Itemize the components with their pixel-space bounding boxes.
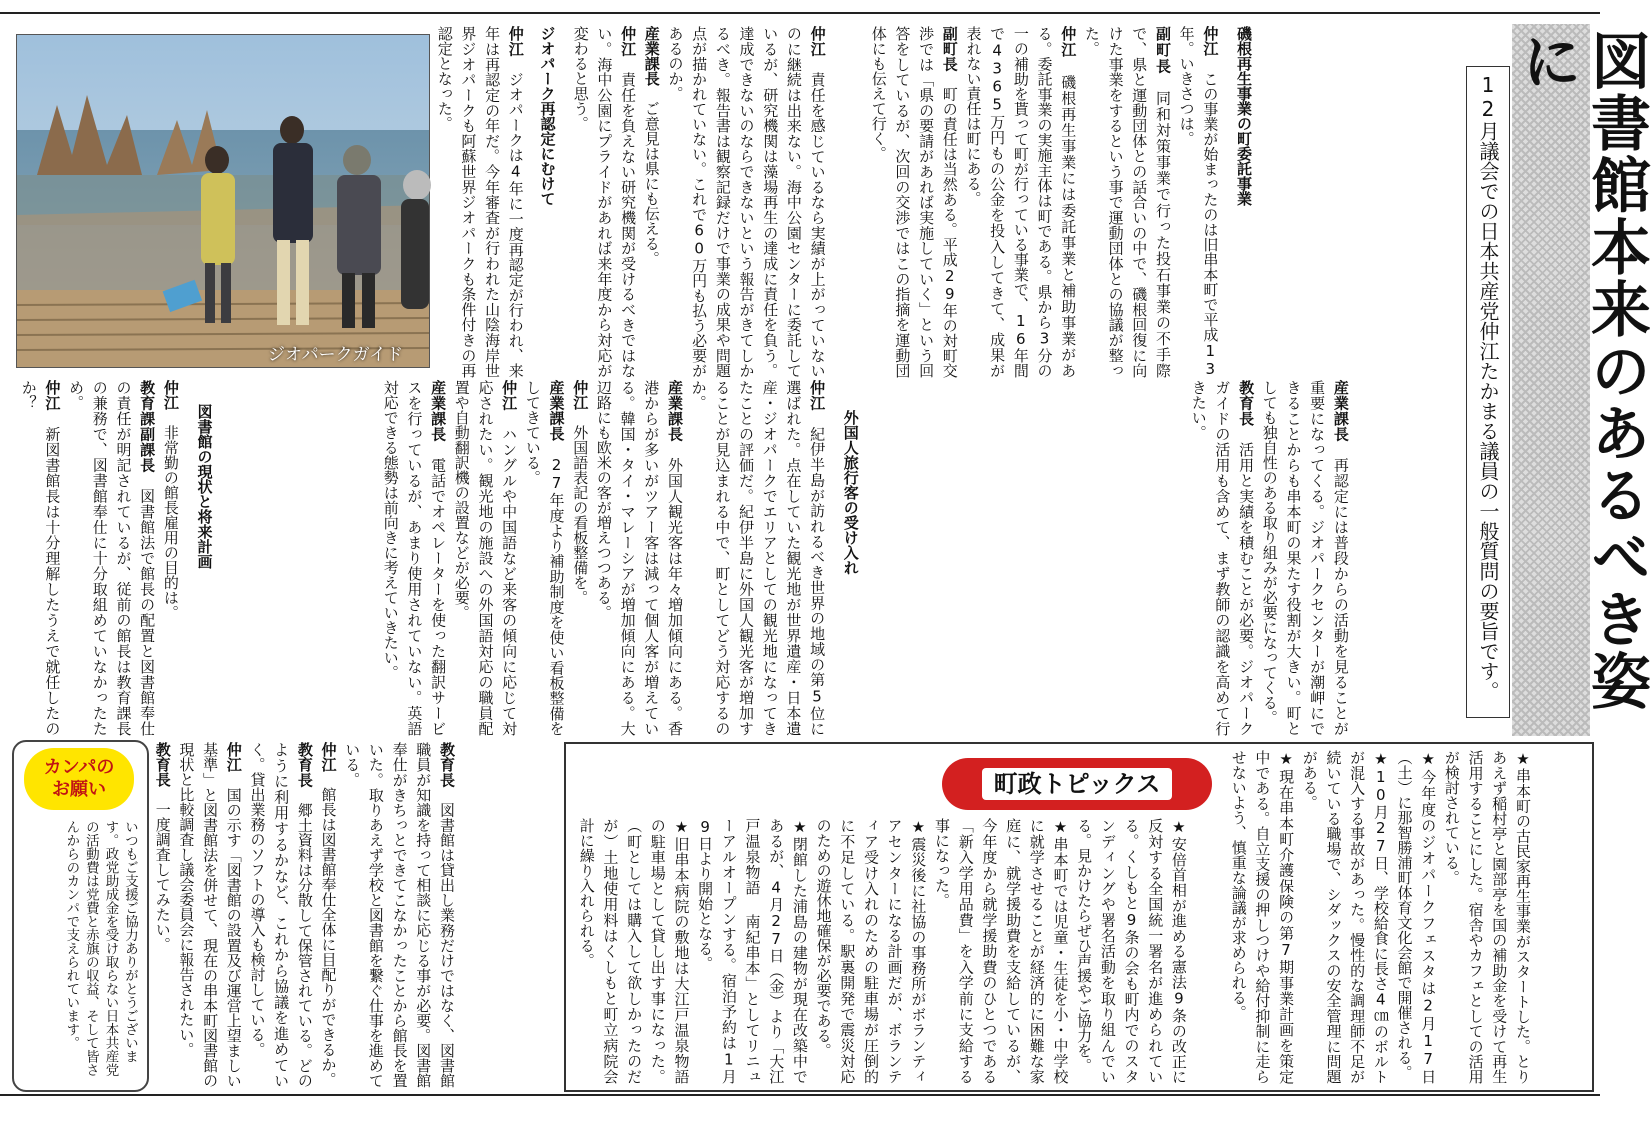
- article-isone-cont: [568, 26, 864, 378]
- geopark-photo: [16, 34, 430, 368]
- paragraph: 教育課副課長 図書館法で館長の配置と図書館奉仕の責任が明記されているが、従前の館長は教育課長の兼務で、図書館奉仕に十分取組めていなかったため。: [67, 380, 157, 736]
- article-foreign: [378, 380, 1062, 736]
- topic-item: ★串本町の古民家再生事業がスタートした。とりあえず稲村亭と園部亭を国の補助金を受けて再生活用することにした。宿舎やカフェとしての活用が検討されている。: [1442, 750, 1532, 1085]
- paragraph: 教育長 郷土資料は分散して保管されている。どのように利用するかなど、これから協議を進めていく。貸出業務のソフトの導入も検討している。: [248, 742, 314, 1089]
- paragraph: 教育長 一度調査してみたい。: [153, 742, 172, 952]
- paragraph: 産業課長 電話でオペレーターを使った翻訳サービスを行っているが、あまり使用されていない。英語対応できる態勢は前向きに考えていきたい。: [381, 380, 448, 736]
- topic-item: ★現在串本町介護保険の第7期事業計画を策定中である。自立支援の押しつけや給付抑制に走らせないよう、慎重な論議が求められる。: [1229, 750, 1296, 1084]
- article-foreign-heading: 外国人旅行客の受け入れ: [841, 410, 860, 575]
- paragraph: 副町長 同和対策事業で行った投石事業の不手際で、県と運動団体との話合いの中で、磯根回復に向けた事業をするという事で運動団体との協議が整った。: [1082, 26, 1172, 379]
- topic-item: ★今年度のジオパークフェスタは2月17日（土）に那智勝浦町体育文化会館で開催される。: [1395, 750, 1438, 1084]
- paragraph: 仲江 外国語表記の看板整備を。: [571, 380, 590, 605]
- paragraph: 産業課長 ご意見は県にも伝える。: [642, 26, 661, 266]
- topic-item: ★震災後に社協の事務所がボランティアセンターになる計画だが、ボランティア受け入れのための駐車場が圧倒的に不足している。駅裏開発で震災対応のための遊休地確保が必要である。: [814, 818, 928, 1084]
- paragraph: 仲江 ハングルや中国語など来客の傾向に応じて対応されたい。観光地の施設への外国語対応の職員配置や自動翻訳機の設置などが必要。: [452, 380, 519, 736]
- topics-box: [564, 742, 1594, 1092]
- article-library-heading: 図書館の現状と将来計画: [195, 404, 214, 569]
- bottom-rule: [0, 1094, 1600, 1096]
- paragraph: 仲江 磯根再生事業には委託事業と補助事業がある。委託事業の実施主体は町である。県から3分の一の補助を貰って町が行っている事業で、16年間で4365万円もの公金を投入してきて、成果が表れない責任は町にある。: [964, 26, 1078, 379]
- paragraph: 仲江 国の示す「図書館の設置及び運営上望ましい基準」と図書館法を併せて、現在の串本町図書館の現状と比較調査し議会委員会に報告されたい。: [177, 742, 243, 1089]
- paragraph: 副町長 町の責任は当然ある。平成29年の対町交渉では「県の要請があれば実施していく」という回答をしているが、次回の交渉ではこの指摘を運動団体にも伝えて行く。: [869, 26, 959, 379]
- article-isone: [866, 26, 1456, 378]
- article-isone-body: [866, 26, 1255, 378]
- donation-box: [12, 740, 149, 1092]
- article-library: [16, 380, 376, 736]
- page-title: 図書館本来のあるべき姿に: [1512, 30, 1651, 712]
- article-geopark-heading: ジオパーク再認定にむけて: [538, 26, 557, 206]
- article-geopark-cont: [1186, 380, 1458, 736]
- paragraph: 仲江 責任を感じているなら実績が上がっていないのに継続は出来ない。海中公園センターに委託しているが、研究機関は藻場再生の達成に責任を負う。達成できないのならできないという報告がきてしかるべき。報告書は観察記録だけで事業の成果や問題点が描かれていない。これで60万円も払う必要があるのか。: [666, 26, 827, 379]
- paragraph: 教育長 活用と実績を積むことが必要。ジオパークガイドの活用も含めて、まず教師の認識を高めて行きたい。: [1189, 380, 1256, 736]
- paragraph: 仲江 新図書館長は十分理解したうえで就任したのか？: [19, 380, 62, 736]
- page-subtitle: 12月議会での日本共産党仲江たかまる議員の一般質問の要旨です。: [1476, 73, 1500, 701]
- donation-badge: カンパの お願い: [24, 748, 134, 810]
- article-library-cont: [150, 742, 560, 1088]
- paragraph: 産業課長 外国人観光客は年々増加傾向にある。香港からが多いがツアー客は減って個人客が増えている。韓国・タイ・マレーシアが増加傾向にある。大辺路にも欧米の客が増えつつある。: [594, 380, 684, 736]
- topic-item: ★閉館した浦島の建物が現在改築中であるが、4月27日（金）より「大江戸温泉物語 南紀串本」としてリニューアルオープンする。宿泊予約は1月9日より開始となる。: [696, 818, 809, 1084]
- paragraph: 産業課長 27年度より補助制度を使い看板整備をしてきている。: [523, 380, 566, 737]
- paragraph: 仲江 紀伊半島が訪れるべき世界の地域の第5位に選ばれた。点在していた観光地が世界遺産・日本遺産・ジオパークでエリアとしての観光地になってきたことの評価だ。紀伊半島に外国人観光客が増加することが見込まれる中で、町としてどう対応するのか。: [689, 380, 827, 737]
- paragraph: 仲江 責任を負えない研究機関が受けるべきではない。海中公園にプライドがあれば来年度から対応が変わると思う。: [571, 26, 638, 379]
- photo-caption: ジオパークガイド: [268, 345, 404, 365]
- topics-col-left: [574, 818, 1222, 1084]
- paragraph: 教育長 図書館は貸出し業務だけではなく、図書館職員が知識を持って相談に応じる事が必要。図書館奉仕がきちっとできてこなかったことから館長を置いた。取りあえず学校と図書館を繋ぐ仕事を進めている。: [343, 742, 456, 1089]
- topic-item: ★串本町では児童・生徒を小・中学校に就学させることが経済的に困難な家庭に、就学援助費を支給しているが、今年度から就学援助費のひとつである「新入学用品費」を入学前に支給する事になった。: [933, 818, 1070, 1084]
- topics-col-right: [1226, 750, 1586, 1084]
- title-banner: [1512, 24, 1651, 736]
- paragraph: 仲江 ジオパークは4年に一度再認定が行われ、来年は再認定の年だ。今年審査が行われた山陰海岸世界ジオパークも阿蘇世界ジオパークも条件付きの再認定となった。: [435, 26, 525, 379]
- article-isone-heading: 磯根再生事業の町委託事業: [1235, 26, 1253, 206]
- topic-item: ★旧串本病院の敷地は大江戸温泉物語の駐車場として貸し出す事になった。（町としては購入して欲しかったのだが）土地使用料はくしもと町立病院会計に繰り入れられる。: [577, 818, 691, 1084]
- paragraph: 仲江 非常勤の館長雇用の目的は。: [161, 380, 180, 620]
- topic-item: ★10月27日、学校給食に長さ4㎝のボルトが混入する事故があった。慢性的な調理師不足が続いている職場で、シダックスの安全管理に問題がある。: [1300, 750, 1390, 1084]
- subtitle-box: [1466, 66, 1510, 718]
- paragraph: 産業課長 再認定には普段からの活動を見ることが重要になってくる。ジオパークセンターが潮岬にできることからも串本町の果たす役割が大きい。町としても独自性のある取り組みが必要になってくる。: [1260, 380, 1350, 736]
- topic-item: ★安倍首相が進める憲法9条の改正に反対する全国統一署名が進められている。くしもと9条の会も町内でのスタンディングや署名活動を取り組んでいる。見かけたらぜひ声援やご協力を。: [1075, 818, 1188, 1084]
- paragraph: 仲江 館長は図書館奉仕全体に目配りができるか。: [319, 742, 338, 1087]
- donation-text: いつもご支援ご協力ありがとうございます。政党助成金を受け取らない日本共産党の活動費は党費と赤旗の収益、そして皆さんからのカンパで支えられています。: [63, 820, 138, 1077]
- top-rule: [0, 12, 1600, 14]
- paragraph: 仲江 この事業が始まったのは旧串本町で平成13年。いきさつは。: [1177, 26, 1220, 379]
- topics-heading: 町政トピックス: [942, 758, 1212, 810]
- article-geopark: [432, 26, 566, 378]
